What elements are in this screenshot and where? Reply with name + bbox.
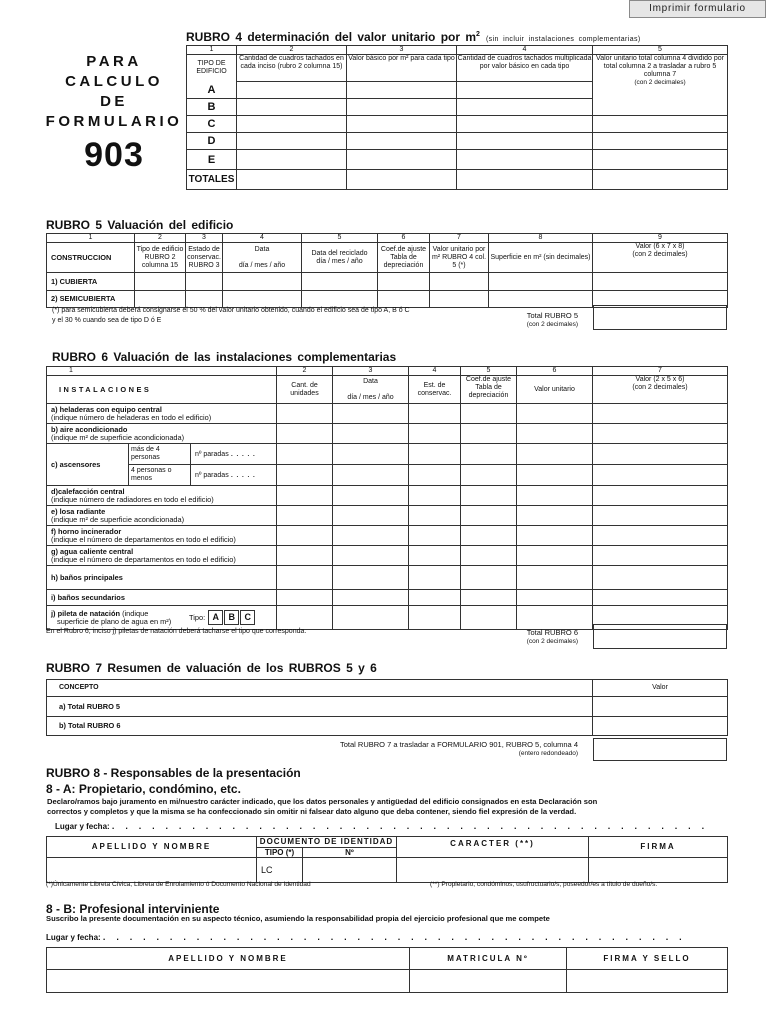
input-cell[interactable] [593,697,728,717]
rubro7-table [46,679,728,736]
input-cell[interactable] [593,465,728,486]
input-cell[interactable] [593,590,728,606]
paradas-dots[interactable]: ..... [230,469,259,479]
row-aire-hint: (indique m² de superficie acondicionada) [51,432,185,442]
input-cell[interactable] [409,444,461,465]
input-cell[interactable] [333,486,409,506]
input-cell[interactable] [378,273,430,291]
col-num: 9 [593,234,728,243]
input-cell[interactable] [517,424,593,444]
row-total-rubro5: a) Total RUBRO 5 [47,697,593,717]
row-calefaccion-hint: (indique número de radiadores en todo el edificio) [51,494,214,504]
col-num: 2 [237,46,347,55]
input-cell[interactable] [593,116,728,133]
header-apellido: APELLIDO Y NOMBRE [47,948,410,970]
header-data: Data [254,245,270,253]
header-apellido: APELLIDO Y NOMBRE [47,837,257,858]
input-cell[interactable] [461,526,517,546]
input-cell[interactable] [593,486,728,506]
input-cell[interactable] [409,486,461,506]
input-cell[interactable] [47,970,410,993]
input-cell[interactable] [186,273,223,291]
header-superficie: Superficie en m² (sin decimales) [489,243,593,273]
rubro5-total-label [490,312,578,329]
col-num: 6 [517,367,593,376]
header-valor: Valor [593,680,728,697]
input-cell[interactable] [593,424,728,444]
footnote-2: (**) Propietario, condóminos, usufructuario/s, poseedor/es a título de dueño/s. [430,881,658,888]
professional-declaration: Suscribo la presente documentación en su aspecto técnico, asumiendo la responsabilidad propia del ejercicio profesional que me compete [46,914,550,923]
paradas-label: nº paradas [195,472,229,479]
input-cell[interactable] [237,99,347,116]
input-cell[interactable] [457,82,593,99]
header-firma: FIRMA [589,837,728,858]
header-caracter: CARACTER (**) [397,837,589,858]
col-num: 5 [593,46,728,55]
input-cell[interactable] [593,133,728,150]
input-cell[interactable] [302,273,378,291]
rubro8-title: RUBRO 8 - Responsables de la presentación [46,766,301,780]
input-cell[interactable] [333,424,409,444]
input-cell[interactable] [303,858,397,883]
input-cell[interactable] [237,82,347,99]
input-cell[interactable] [277,566,333,590]
input-cell[interactable] [457,99,593,116]
header-firma-sello: FIRMA Y SELLO [567,948,728,970]
col-num: 5 [302,234,378,243]
rubro8b-title: 8 - B: Profesional interviniente [46,902,220,916]
row-agua-caliente: g) agua caliente central [51,546,134,556]
input-cell[interactable] [457,170,593,190]
header-valor-basico: Valor básico por m² para cada tipo [347,55,457,82]
input-cell[interactable] [409,546,461,566]
rubro6-total-text: Total RUBRO 6 [526,628,578,637]
row-total-rubro6: b) Total RUBRO 6 [47,717,593,736]
rubro8a-table [46,836,728,883]
input-cell[interactable] [409,606,461,630]
col-num: 7 [430,234,489,243]
row-label: E [187,150,237,170]
rubro8a-title: 8 - A: Propietario, condómino, etc. [46,782,241,796]
pileta-type-b[interactable]: B [224,610,239,625]
rubro8b-table [46,947,728,993]
pileta-tipo [189,610,255,625]
input-cell[interactable] [347,150,457,170]
input-cell[interactable] [517,546,593,566]
col-num: 2 [277,367,333,376]
header-estado: Est. de conservac. [409,376,461,404]
header-reciclado-format: día / mes / año [316,257,363,265]
rubro5-note-2: y el 30 % cuando sea de tipo D ó E [52,317,162,324]
pileta-type-c[interactable]: C [240,610,255,625]
input-cell[interactable] [397,858,589,883]
doc-tipo-lc: LC [257,858,303,883]
side-line-2: CALCULO [65,73,163,90]
col-num: 6 [378,234,430,243]
row-heladeras-hint: (indique número de heladeras en todo el edificio) [51,412,212,422]
input-cell[interactable] [409,566,461,590]
input-cell[interactable] [347,170,457,190]
ascensores-menos-4: 4 personas o menos [129,465,191,486]
input-cell[interactable] [333,404,409,424]
side-line-4: FORMULARIO [45,113,183,130]
col-num: 3 [347,46,457,55]
input-cell[interactable] [409,404,461,424]
input-cell[interactable] [517,444,593,465]
rubro5-note-1: (*) para semicubierta deberá consignarse el 50 % del valor unitario obtenido, cuando el edificio sea de tipo A, B ó C [52,307,410,314]
input-cell[interactable] [517,590,593,606]
input-cell[interactable] [430,291,489,308]
row-banos-secundarios: i) baños secundarios [47,590,277,606]
lugar-fecha-b[interactable]: Lugar y fecha: . . . . . . . . . . . . . . . . . . . . . . . . . . . . . . . . . . . . . . . . . . . . [46,932,686,942]
rubro7-title: RUBRO 7 Resumen de valuación de los RUBROS 5 y 6 [46,661,377,675]
input-cell[interactable] [589,858,728,883]
pileta-tipo-label: Tipo: [189,613,206,622]
input-cell[interactable] [277,404,333,424]
col-num: 4 [457,46,593,55]
header-coef: Coef.de ajuste Tabla de depreciación [461,376,517,404]
input-cell[interactable] [517,526,593,546]
input-cell[interactable] [409,424,461,444]
header-data-reciclado: Data del reciclado [311,249,368,257]
col-num: 2 [135,234,186,243]
input-cell[interactable] [593,404,728,424]
col-num: 1 [187,46,237,55]
input-cell[interactable] [333,506,409,526]
input-cell[interactable] [461,486,517,506]
header-tipo: TIPO (*) [257,848,303,858]
pileta-type-a[interactable]: A [208,610,223,625]
input-cell[interactable] [237,116,347,133]
input-cell[interactable] [593,273,728,291]
input-cell[interactable] [333,546,409,566]
row-label: B [187,99,237,116]
input-cell[interactable] [593,506,728,526]
declaration [47,797,597,817]
lugar-fecha-label: Lugar y fecha: [46,933,101,942]
rubro7-total-field[interactable] [593,738,727,761]
header-nro: Nº [303,848,397,858]
header-valor-note: (con 2 decimales) [632,384,688,391]
print-button[interactable]: Imprimir formulario [629,0,766,18]
col-num: 8 [489,234,593,243]
ascensores-mas-4: más de 4 personas [129,444,191,465]
input-cell[interactable] [517,465,593,486]
header-valor-unitario: Valor unitario [517,376,593,404]
input-cell[interactable] [347,82,457,99]
input-cell[interactable] [223,273,302,291]
input-cell[interactable] [489,273,593,291]
header-coef: Coef.de ajuste Tabla de depreciación [378,243,430,273]
rubro4-table [186,45,728,190]
lugar-fecha-a[interactable]: Lugar y fecha: . . . . . . . . . . . . . . . . . . . . . . . . . . . . . . . . . . . . . . . . . . . . . [55,821,709,831]
input-cell[interactable] [409,506,461,526]
header-concepto: CONCEPTO [47,680,593,697]
declaration-line-2: correctos y completos y que la misma se ha confeccionado sin omitir ni falsear dato alguno que deba contener, siendo fiel expresión de la verdad. [47,807,577,816]
footnote-1: (*)Únicamente Libreta Cívica, Libreta de Enrolamiento ó Documento Nacional de Identidad [46,881,311,888]
col-num: 5 [461,367,517,376]
row-pileta: j) pileta de natación [51,608,120,618]
input-cell[interactable] [277,444,333,465]
row-pileta-hint-a: (indique [122,608,149,618]
input-cell[interactable] [567,970,728,993]
input-cell[interactable] [593,717,728,736]
row-horno: f) horno incinerador [51,526,122,536]
input-cell[interactable] [347,116,457,133]
input-cell[interactable] [461,590,517,606]
input-cell[interactable] [277,590,333,606]
rubro5-total-note: (con 2 decimales) [526,321,578,328]
rubro5-total-field[interactable] [593,305,727,330]
input-cell[interactable] [461,566,517,590]
row-cubierta: 1) CUBIERTA [47,273,135,291]
input-cell[interactable] [237,133,347,150]
col-num: 3 [186,234,223,243]
input-cell[interactable] [347,99,457,116]
header-data-format: día / mes / año [238,261,286,269]
input-cell[interactable] [333,606,409,630]
input-cell[interactable] [461,606,517,630]
rubro6-table [46,366,728,630]
input-cell[interactable] [489,291,593,308]
rubro6-total-note: (con 2 decimales) [526,638,578,645]
header-instalaciones: INSTALACIONES [47,376,277,404]
input-cell[interactable] [593,170,728,190]
row-label: C [187,116,237,133]
input-cell[interactable] [378,291,430,308]
totales-label: TOTALES [187,170,237,190]
input-cell[interactable] [186,291,223,308]
input-cell[interactable] [237,150,347,170]
rubro5-total-text: Total RUBRO 5 [526,311,578,320]
input-cell[interactable] [517,486,593,506]
header-valor-unitario-note: (con 2 decimales) [634,79,686,86]
col-num: 3 [333,367,409,376]
rubro6-total-field[interactable] [593,624,727,649]
row-losa-hint: (indique m² de superficie acondicionada) [51,514,185,524]
rubro6-title: RUBRO 6 Valuación de las instalaciones complementarias [52,350,397,364]
input-cell[interactable] [457,150,593,170]
rubro7-total-note: (entero redondeado) [518,750,578,757]
rubro6-note: En el Rubro 6, inciso j) piletas de natación deberá tacharse el tipo que corresponda. [46,628,307,635]
row-ascensores: c) ascensores [47,444,129,486]
input-cell[interactable] [461,404,517,424]
input-cell[interactable] [333,465,409,486]
input-cell[interactable] [277,546,333,566]
input-cell[interactable] [461,424,517,444]
input-cell[interactable] [277,506,333,526]
header-valor-note: (con 2 decimales) [632,251,688,258]
row-losa: e) losa radiante [51,506,106,516]
row-agua-caliente-hint: (indique el número de departamentos en todo el edificio) [51,554,236,564]
input-cell[interactable] [223,291,302,308]
input-cell[interactable] [409,465,461,486]
input-cell[interactable] [333,444,409,465]
header-matricula: MATRICULA Nº [410,948,567,970]
row-label: D [187,133,237,150]
input-cell[interactable] [457,116,593,133]
input-cell[interactable] [277,526,333,546]
row-calefaccion: d)calefacción central [51,486,125,496]
input-cell[interactable] [461,465,517,486]
col-num: 4 [223,234,302,243]
input-cell[interactable] [461,546,517,566]
row-pileta-hint-b: superficie de plano de agua en m²) [57,616,172,626]
col-num: 7 [593,367,728,376]
header-tipo-edificio: TIPO DE EDIFICIO [187,55,237,82]
input-cell[interactable] [409,526,461,546]
header-valor: Valor (6 x 7 x 8) [635,243,685,250]
side-line-3: DE [100,93,128,110]
input-cell[interactable] [430,273,489,291]
row-aire: b) aire acondicionado [51,424,128,434]
header-cantidad-cuadros: Cantidad de cuadros tachados en cada inciso (rubro 2 columna 15) [237,55,347,82]
input-cell[interactable] [333,566,409,590]
input-cell[interactable] [517,404,593,424]
header-cant-unidades: Cant. de unidades [277,376,333,404]
input-cell[interactable] [237,170,347,190]
input-cell[interactable] [593,444,728,465]
input-cell[interactable] [457,133,593,150]
declaration-line-1: Declaro/ramos bajo juramento en mi/nuestro carácter indicado, que los datos personales y antigüedad del edificio consignados en esta Declaración son [47,797,598,806]
input-cell[interactable] [277,606,333,630]
form-side-title [44,52,184,176]
header-cantidad-multiplicada: Cantidad de cuadros tachados multiplicada por valor básico en cada tipo [457,55,593,82]
header-documento: DOCUMENTO DE IDENTIDAD [257,837,397,848]
input-cell[interactable] [277,486,333,506]
input-cell[interactable] [277,424,333,444]
header-valor: Valor (2 x 5 x 6) [635,376,685,383]
input-cell[interactable] [461,506,517,526]
rubro5-table [46,233,728,308]
header-tipo-edificio: Tipo de edificio RUBRO 2 columna 15 [135,243,186,273]
col-num: 4 [409,367,461,376]
form-number: 903 [84,136,144,174]
input-cell[interactable] [461,444,517,465]
header-data-format: día / mes / año [347,393,394,401]
row-semicubierta: 2) SEMICUBIERTA [47,291,135,308]
rubro6-total-label [490,629,578,646]
input-cell[interactable] [47,858,257,883]
row-horno-hint: (indique el número de departamentos en todo el edificio) [51,534,236,544]
header-valor-unitario: Valor unitario total columna 4 dividido por total columna 2 a trasladar a rubro 5 columna 7 [596,55,724,78]
rubro7-total-label [270,741,578,758]
rubro4-title [186,30,641,44]
input-cell[interactable] [517,506,593,526]
header-estado: Estado de conservac. RUBRO 3 [186,243,223,273]
rubro7-total-text: Total RUBRO 7 a trasladar a FORMULARIO 901, RUBRO 5, columna 4 [339,740,578,749]
input-cell[interactable] [593,526,728,546]
input-cell[interactable] [347,133,457,150]
rubro5-title: RUBRO 5 Valuación del edificio [46,218,234,232]
input-cell[interactable] [593,546,728,566]
header-valor-unitario: Valor unitario por m² RUBRO 4 col. 5 (*) [430,243,489,273]
input-cell[interactable] [410,970,567,993]
input-cell[interactable] [593,150,728,170]
input-cell[interactable] [409,590,461,606]
header-data: Data [363,377,378,385]
input-cell[interactable] [593,566,728,590]
side-line-1: PARA [86,53,142,70]
rubro4-title-sup: 2 [476,31,480,38]
input-cell[interactable] [302,291,378,308]
input-cell[interactable] [135,273,186,291]
paradas-label: nº paradas [195,451,229,458]
col-num: 1 [47,234,135,243]
input-cell[interactable] [517,566,593,590]
paradas-dots[interactable]: ..... [230,448,259,458]
header-construccion: CONSTRUCCION [47,243,135,273]
row-heladeras: a) heladeras con equipo central [51,404,162,414]
col-num: 1 [47,367,277,376]
rubro4-note: (sin incluir instalaciones complementarias) [485,36,641,43]
input-cell[interactable] [135,291,186,308]
input-cell[interactable] [333,526,409,546]
rubro4-title-text: RUBRO 4 determinación del valor unitario por m [186,30,477,44]
input-cell[interactable] [277,465,333,486]
row-banos-principales: h) baños principales [47,566,277,590]
input-cell[interactable] [333,590,409,606]
lugar-fecha-label: Lugar y fecha: [55,822,110,831]
input-cell[interactable] [517,606,593,630]
row-label: A [187,82,237,99]
